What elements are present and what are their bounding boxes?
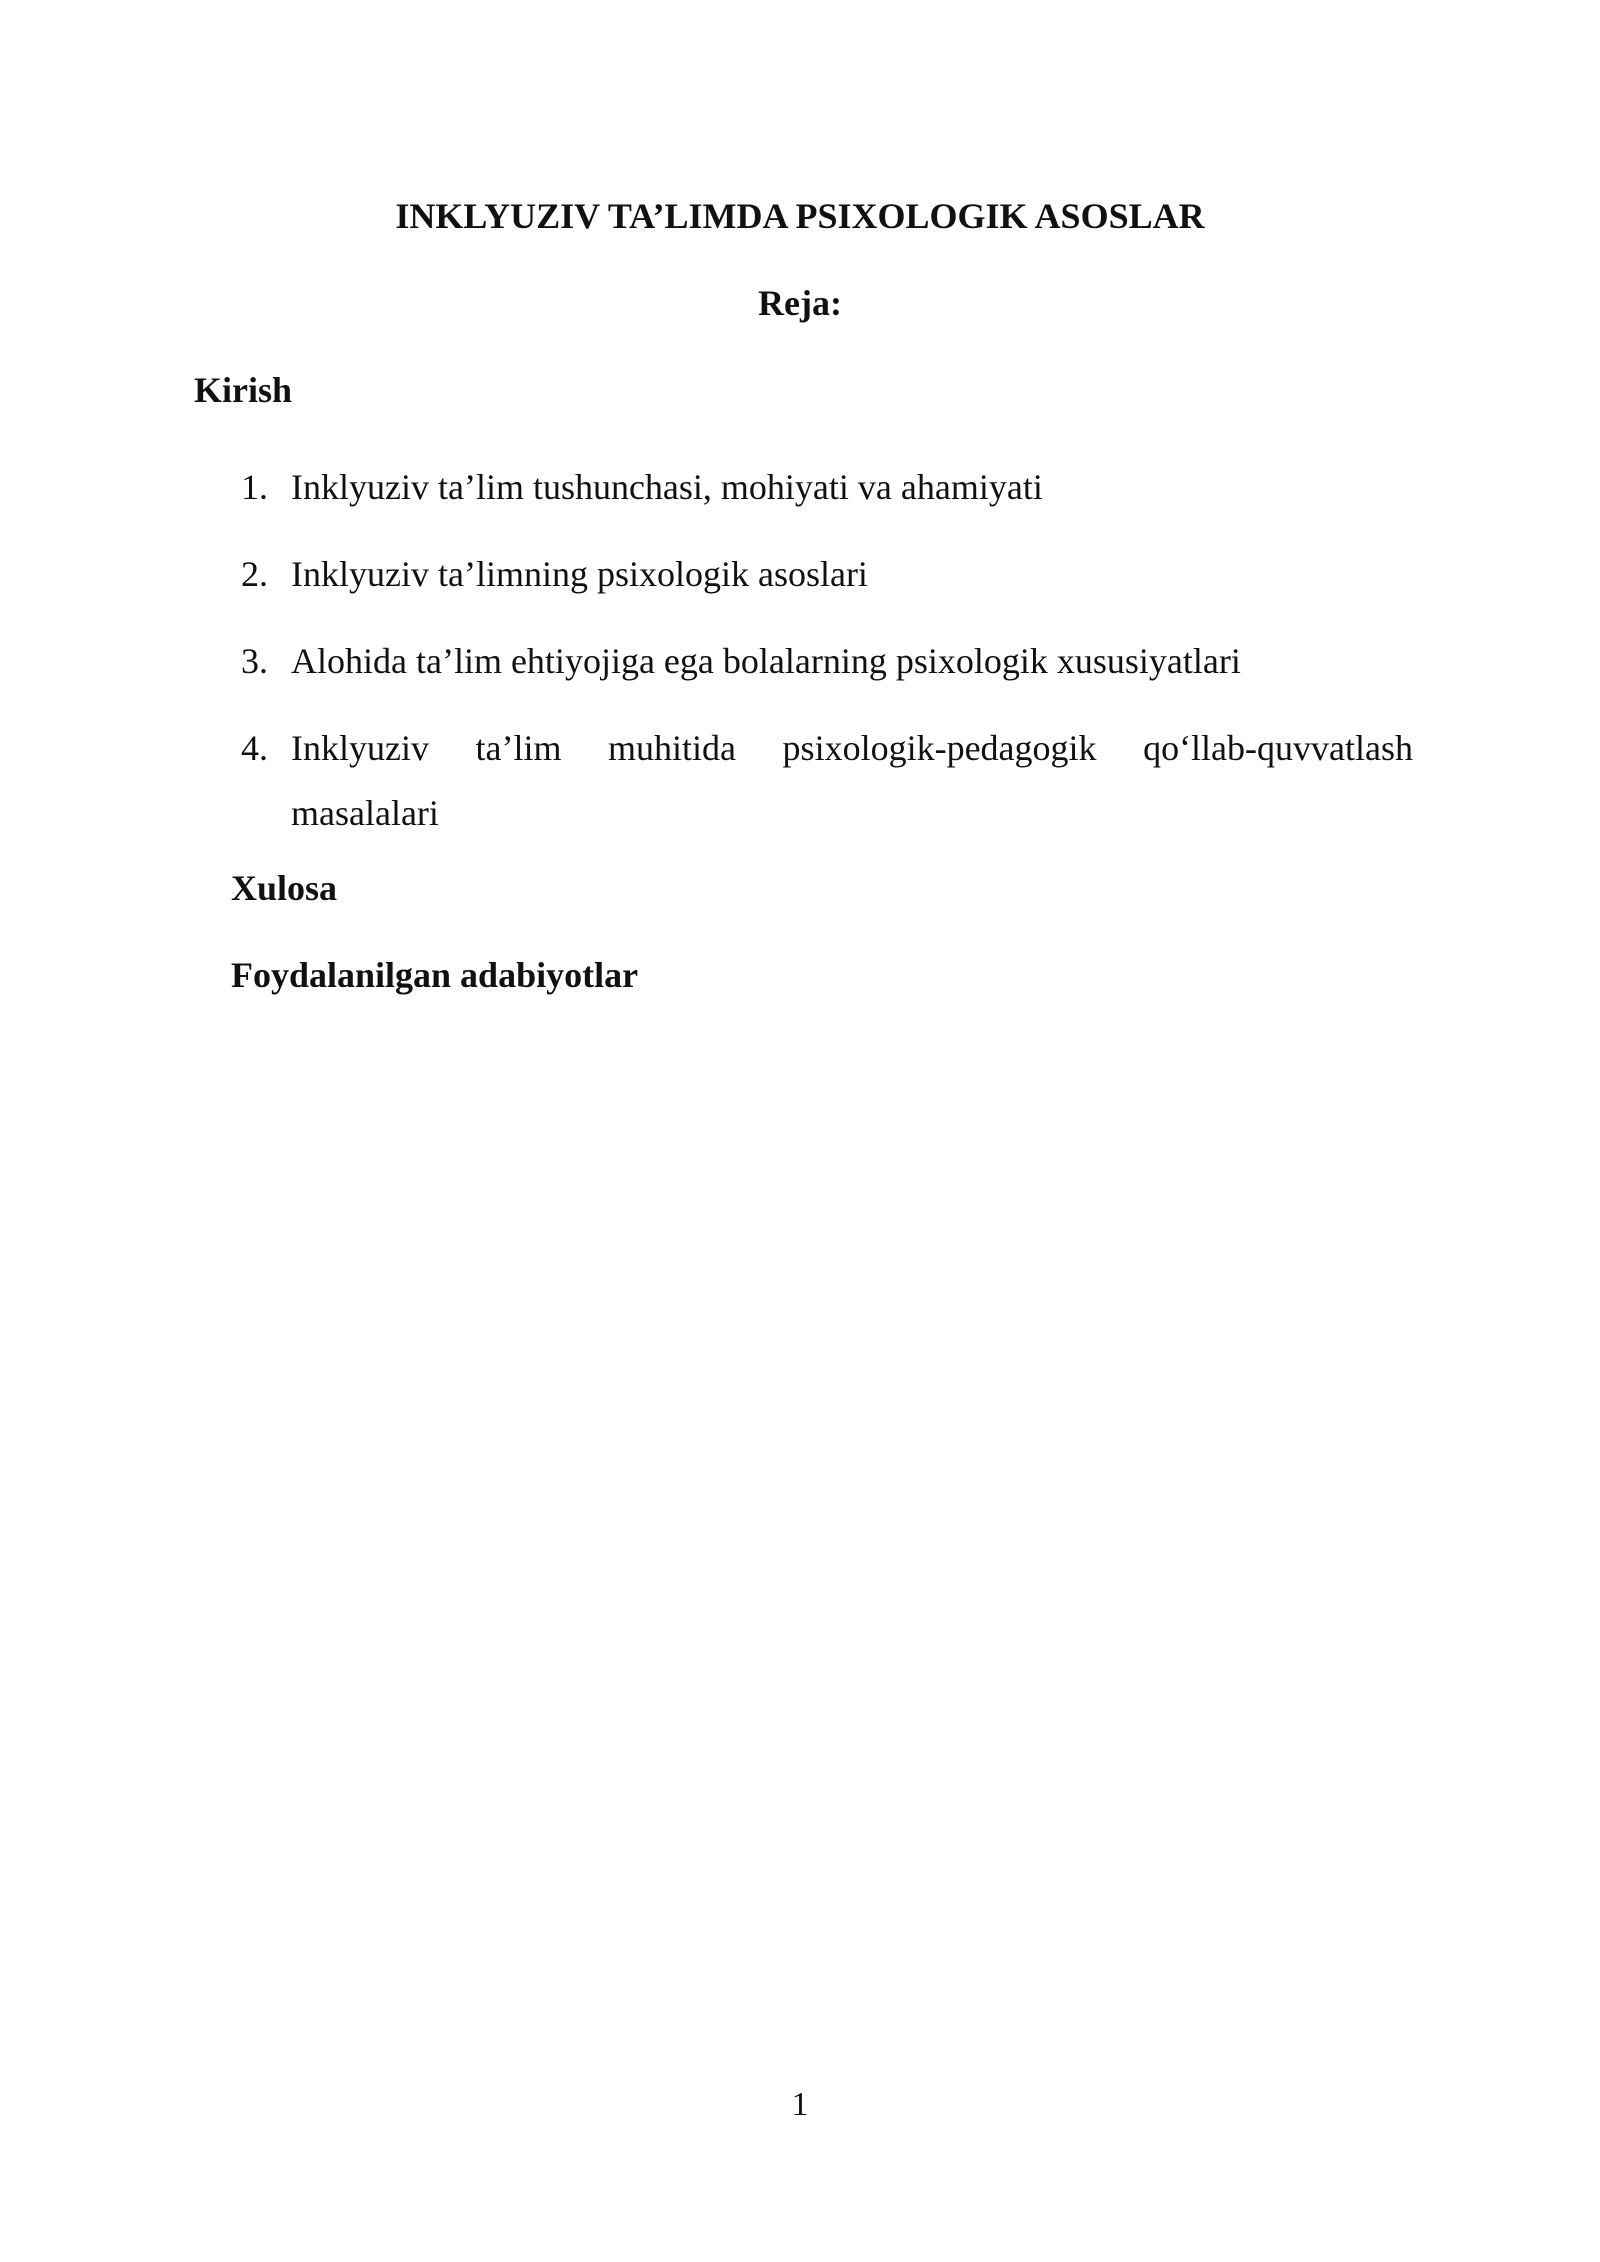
plan-item-3 [241, 629, 1413, 694]
references-heading: Foydalanilgan adabiyotlar [231, 955, 639, 995]
plan-item-number: 1. [241, 467, 268, 507]
plan-item-2 [241, 542, 1413, 607]
document-title: INKLYUZIV TA’LIMDA PSIXOLOGIK ASOSLAR [395, 196, 1205, 236]
plan-item-number: 4. [241, 728, 268, 768]
conclusion-heading: Xulosa [231, 868, 338, 908]
plan-item-4 [241, 716, 1413, 846]
plan-item-number: 2. [241, 554, 268, 594]
plan-heading: Reja: [758, 283, 842, 323]
plan-item-text: Alohida ta’lim ehtiyojiga ega bolalarning psixologik xususiyatlari [291, 641, 1241, 681]
plan-item-text: Inklyuziv ta’lim muhitida psixologik-pedagogik qo‘llab-quvvatlash masalalari [291, 728, 1413, 833]
plan-item-number: 3. [241, 641, 268, 681]
plan-item-1 [241, 455, 1413, 520]
plan-item-text: Inklyuziv ta’lim tushunchasi, mohiyati va ahamiyati [291, 467, 1043, 507]
intro-heading: Kirish [194, 370, 293, 410]
page-number: 1 [791, 2086, 809, 2123]
plan-list [241, 455, 1413, 868]
plan-item-text: Inklyuziv ta’limning psixologik asoslari [291, 554, 868, 594]
